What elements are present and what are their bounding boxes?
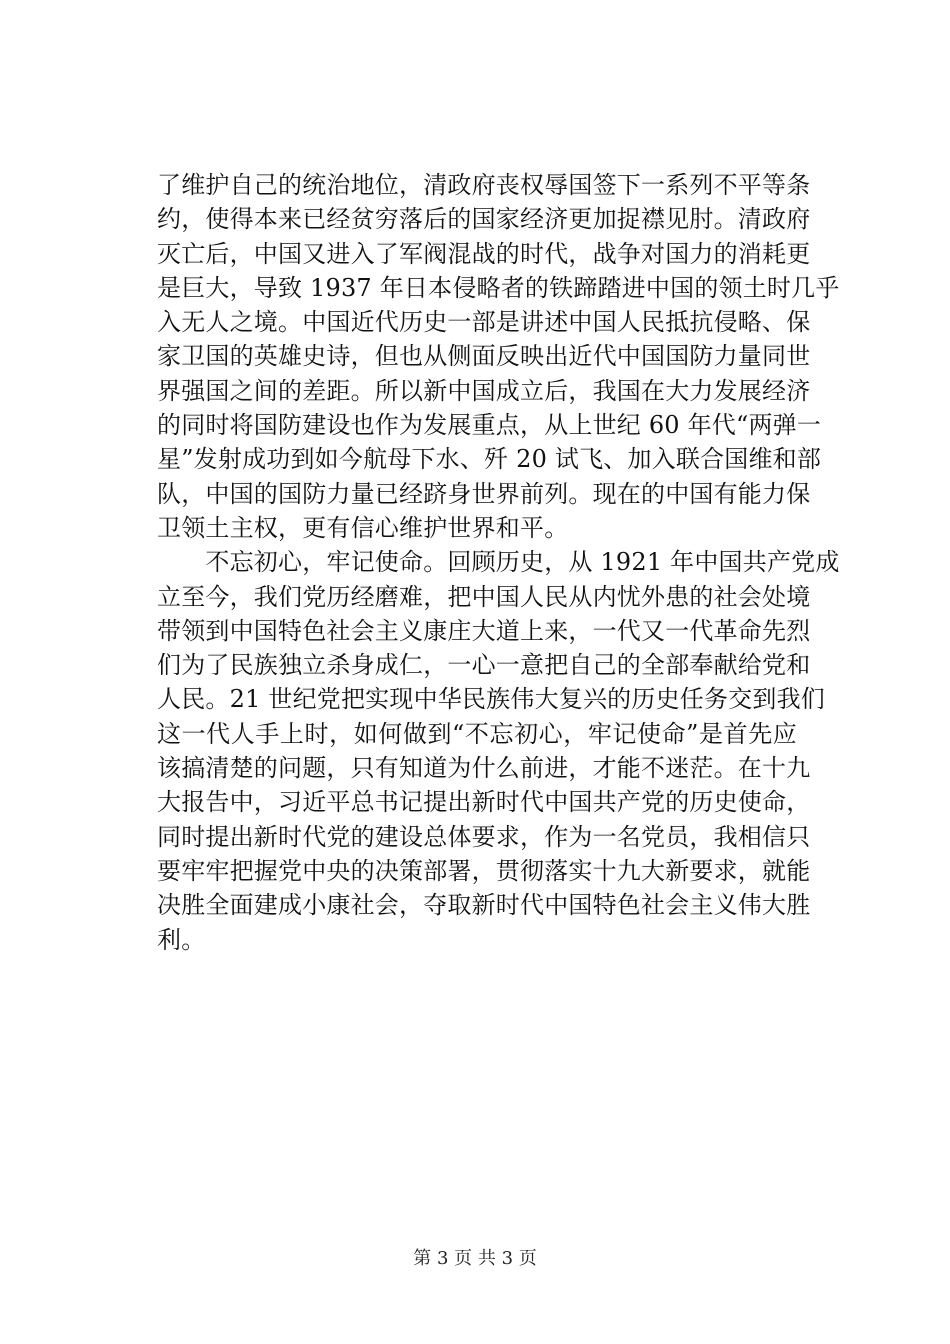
text-line: 队，中国的国防力量已经跻身世界前列。现在的中国有能力保	[157, 479, 811, 508]
text-line: 这一代人手上时，如何做到“不忘初心，牢记使命”是首先应	[157, 719, 797, 748]
text-line: 的同时将国防建设也作为发展重点，从上世纪 60 年代“两弹一	[157, 411, 822, 440]
text-line: 了维护自己的统治地位，清政府丧权辱国签下一系列不平等条	[157, 171, 811, 199]
text-line: 是巨大，导致 1937 年日本侵略者的铁蹄踏进中国的领土时几乎	[157, 273, 840, 302]
page-number-footer: 第 3 页 共 3 页	[413, 1248, 537, 1269]
text-line: 该搞清楚的问题，只有知道为什么前进，才能不迷茫。在十九	[157, 754, 811, 783]
text-line: 家卫国的英雄史诗，但也从侧面反映出近代中国国防力量同世	[157, 342, 811, 371]
text-line: 立至今，我们党历经磨难，把中国人民从内忧外患的社会处境	[157, 582, 811, 611]
text-line: 卫领土主权，更有信心维护世界和平。	[157, 513, 569, 542]
text-line: 星”发射成功到如今航母下水、歼 20 试飞、加入联合国维和部	[157, 445, 822, 474]
text-line: 约，使得本来已经贫穷落后的国家经济更加捉襟见肘。清政府	[157, 205, 811, 234]
text-line: 灭亡后，中国又进入了军阀混战的时代，战争对国力的消耗更	[157, 239, 811, 268]
text-line: 大报告中，习近平总书记提出新时代中国共产党的历史使命，	[157, 788, 811, 817]
text-line: 们为了民族独立杀身成仁，一心一意把自己的全部奉献给党和	[157, 651, 811, 680]
text-line: 界强国之间的差距。所以新中国成立后，我国在大力发展经济	[157, 376, 811, 405]
body-text	[157, 168, 840, 957]
text-line: 要牢牢把握党中央的决策部署，贯彻落实十九大新要求，就能	[157, 856, 811, 885]
text-line: 人民。21 世纪党把实现中华民族伟大复兴的历史任务交到我们	[157, 685, 825, 714]
text-line: 利。	[157, 925, 206, 954]
text-line: 不忘初心，牢记使命。回顾历史，从 1921 年中国共产党成	[157, 548, 840, 577]
text-line: 入无人之境。中国近代历史一部是讲述中国人民抵抗侵略、保	[157, 308, 811, 337]
text-line: 决胜全面建成小康社会，夺取新时代中国特色社会主义伟大胜	[157, 891, 811, 920]
text-line: 同时提出新时代党的建设总体要求，作为一名党员，我相信只	[157, 822, 811, 851]
text-line: 带领到中国特色社会主义康庄大道上来，一代又一代革命先烈	[157, 616, 811, 645]
